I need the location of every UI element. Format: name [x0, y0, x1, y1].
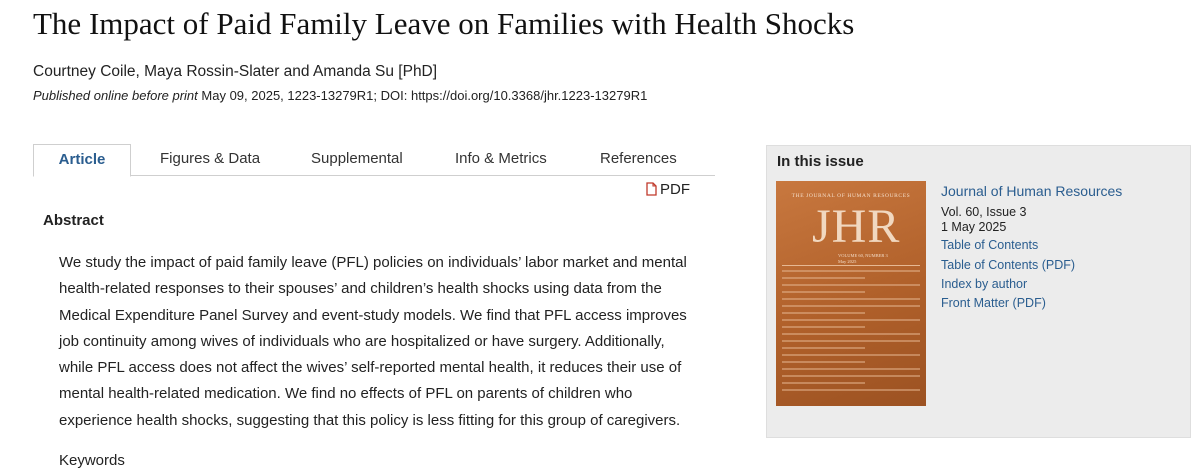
cover-contents-lines [782, 270, 920, 396]
tab-figures-data[interactable]: Figures & Data [160, 150, 261, 167]
pdf-link-label: PDF [660, 181, 690, 198]
in-this-issue-panel [766, 145, 1191, 438]
publication-line [33, 88, 647, 103]
keywords-heading: Keywords [59, 452, 125, 469]
cover-masthead: THE JOURNAL OF HUMAN RESOURCES [791, 193, 911, 199]
cover-rule [782, 265, 920, 266]
cover-volume-number: VOLUME 60, NUMBER 3 [838, 253, 888, 258]
tab-supplemental[interactable]: Supplemental [311, 150, 403, 167]
abstract-heading: Abstract [43, 212, 104, 229]
journal-title-link[interactable]: Journal of Human Resources [941, 183, 1123, 199]
front-matter-pdf-link[interactable]: Front Matter (PDF) [941, 296, 1046, 310]
pdf-link[interactable] [646, 181, 690, 198]
article-authors: Courtney Coile, Maya Rossin-Slater and Amanda Su [PhD] [33, 63, 438, 80]
tab-info-metrics[interactable]: Info & Metrics [455, 150, 547, 167]
cover-date: May 2025 [838, 259, 857, 264]
pdf-file-icon [646, 182, 657, 196]
index-by-author-link[interactable]: Index by author [941, 277, 1028, 291]
issue-date: 1 May 2025 [941, 220, 1007, 234]
cover-volume [838, 253, 888, 265]
in-this-issue-heading: In this issue [777, 153, 864, 170]
table-of-contents-pdf-link[interactable]: Table of Contents (PDF) [941, 258, 1076, 272]
article-title: The Impact of Paid Family Leave on Families with Health Shocks [33, 6, 855, 41]
article-tabs [33, 144, 715, 176]
cover-logo: JHR [812, 200, 901, 253]
abstract-text: We study the impact of paid family leave (PFL) policies on individuals’ labor market and mental health-related responses to their spouses’ and children’s health shocks using data from the Medical Expenditure Panel Survey and event-study models. We find that PFL access improves job continuity among wives of individuals who are hospitalized or have surgery. Additionally, while PFL access does not affect the wives’ self-reported mental health, it reduces their use of mental health-related medication. We find no effects of PFL on parents of children who experience health shocks, suggesting that this policy is less fitting for this group of caregivers. [59, 254, 687, 429]
publication-details: May 09, 2025, 1223-13279R1; DOI: https://doi.org/10.3368/jhr.1223-13279R1 [197, 88, 648, 103]
tab-references[interactable]: References [600, 150, 677, 167]
tab-article[interactable]: Article [33, 144, 131, 177]
publication-label: Published online before print [33, 88, 198, 103]
journal-cover-image[interactable] [776, 181, 926, 406]
table-of-contents-link[interactable]: Table of Contents [941, 238, 1039, 252]
issue-volume: Vol. 60, Issue 3 [941, 205, 1027, 219]
